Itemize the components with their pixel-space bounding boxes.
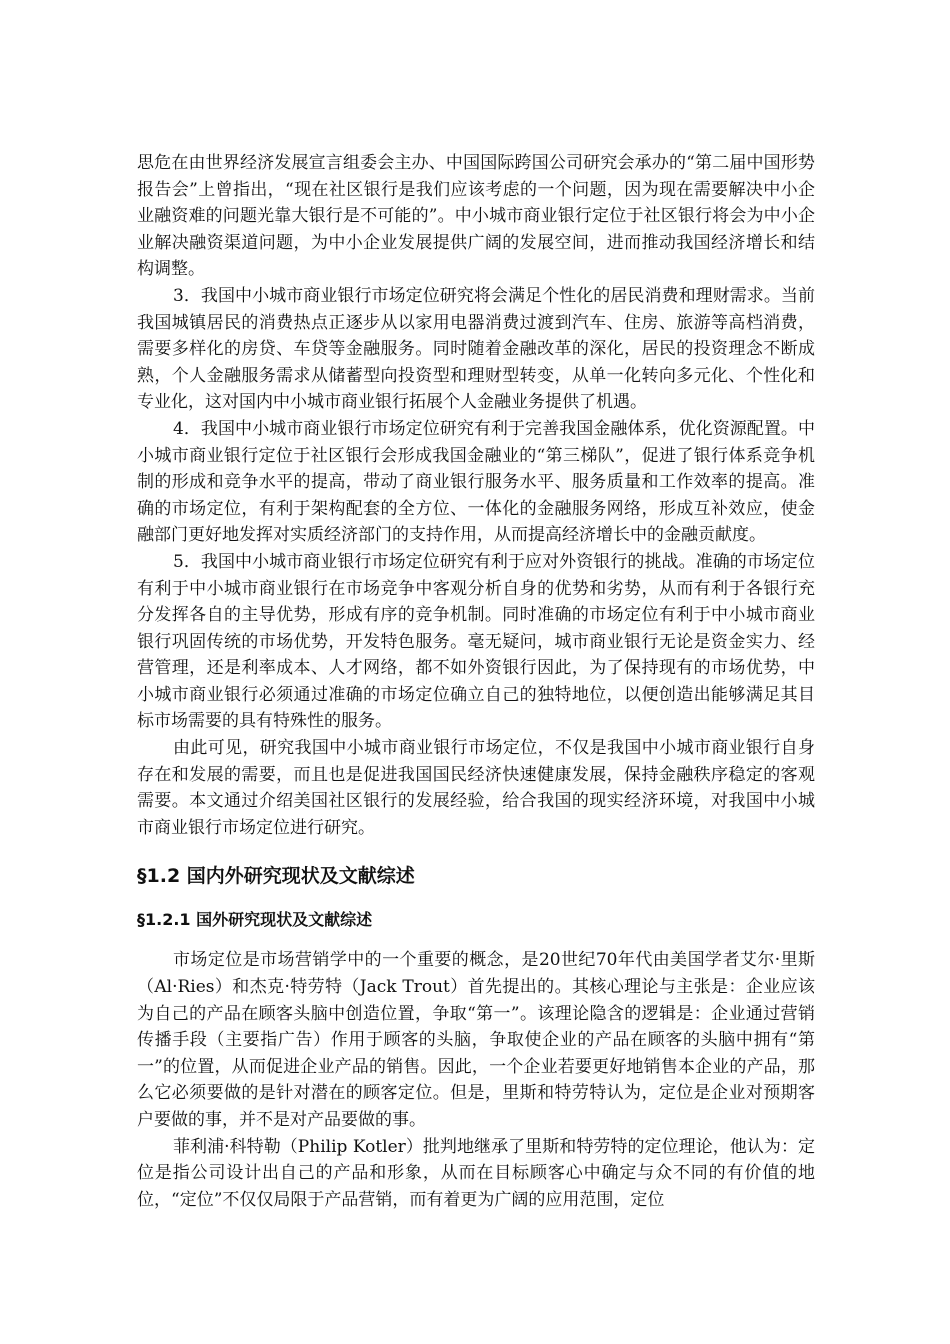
paragraph-point-3: 3．我国中小城市商业银行市场定位研究将会满足个性化的居民消费和理财需求。当前我国城镇居民的消费热点正逐步从以家用电器消费过渡到汽车、住房、旅游等高档消费，需要多样化的房贷、车贷等金融服务。同时随着金融改革的深化，居民的投资理念不断成熟，个人金融服务需求从储蓄型向投资型和理财型转变，从单一化转向多元化、个性化和专业化，这对国内中小城市商业银行拓展个人金融业务提供了机遇。 <box>137 285 815 413</box>
paragraph-point-5: 5．我国中小城市商业银行市场定位研究有利于应对外资银行的挑战。准确的市场定位有利于中小城市商业银行在市场竞争中客观分析自身的优势和劣势，从而有利于各银行充分发挥各自的主导优势，形成有序的竞争机制。同时准确的市场定位有利于中小城市商业银行巩固传统的市场优势，开发特色服务。毫无疑问，城市商业银行无论是资金实力、经营管理，还是利率成本、人才网络，都不如外资银行因此，为了保持现有的市场优势，中小城市商业银行必须通过准确的市场定位确立自己的独特地位，以便创造出能够满足其目标市场需要的具有特殊性的服务。 <box>137 551 815 732</box>
paragraph-kotler: 菲利浦·科特勒（Philip Kotler）批判地继承了里斯和特劳特的定位理论，他认为：定位是指公司设计出自己的产品和形象，从而在目标顾客心中确定与众不同的有价值的地位，“定位”不仅仅局限于产品营销，而有着更为广阔的应用范围，定位 <box>137 1136 815 1210</box>
document-page <box>137 150 815 1213</box>
paragraph-point-4: 4．我国中小城市商业银行市场定位研究有利于完善我国金融体系，优化资源配置。中小城市商业银行定位于社区银行会形成我国金融业的“第三梯队”，促进了银行体系竞争机制的形成和竞争水平的提高，带动了商业银行服务水平、服务质量和工作效率的提高。准确的市场定位，有利于架构配套的全方位、一体化的金融服务网络，形成互补效应，使金融部门更好地发挥对实质经济部门的支持作用，从而提高经济增长中的金融贡献度。 <box>137 418 815 546</box>
paragraph-conclusion: 由此可见，研究我国中小城市商业银行市场定位，不仅是我国中小城市商业银行自身存在和发展的需要，而且也是促进我国国民经济快速健康发展，保持金融秩序稳定的客观需要。本文通过介绍美国社区银行的发展经验，给合我国的现实经济环境，对我国中小城市商业银行市场定位进行研究。 <box>137 738 815 838</box>
paragraph-continued: 思危在由世界经济发展宣言组委会主办、中国国际跨国公司研究会承办的“第二届中国形势报告会”上曾指出，“现在社区银行是我们应该考虑的一个问题，因为现在需要解决中小企业融资难的问题光靠大银行是不可能的”。中小城市商业银行定位于社区银行将会为中小企业解决融资渠道问题，为中小企业发展提供广阔的发展空间，进而推动我国经济增长和结构调整。 <box>137 153 815 280</box>
paragraph-market-positioning: 市场定位是市场营销学中的一个重要的概念，是20世纪70年代由美国学者艾尔·里斯（Al·Ries）和杰克·特劳特（Jack Trout）首先提出的。其核心理论与主张是：企业应该为自己的产品在顾客头脑中创造位置，争取“第一”。该理论隐含的逻辑是：企业通过营销传播手段（主要指广告）作用于顾客的头脑，争取使企业的产品在顾客的头脑中拥有“第一”的位置，从而促进企业产品的销售。因此，一个企业若要更好地销售本企业的产品，那么它必须要做的是针对潜在的顾客定位。但是，里斯和特劳特认为，定位是企业对预期客户要做的事，并不是对产品要做的事。 <box>137 950 815 1130</box>
subsection-heading: §1.2.1 国外研究现状及文献综述 <box>137 910 373 930</box>
section-heading: §1.2 国内外研究现状及文献综述 <box>137 865 415 888</box>
